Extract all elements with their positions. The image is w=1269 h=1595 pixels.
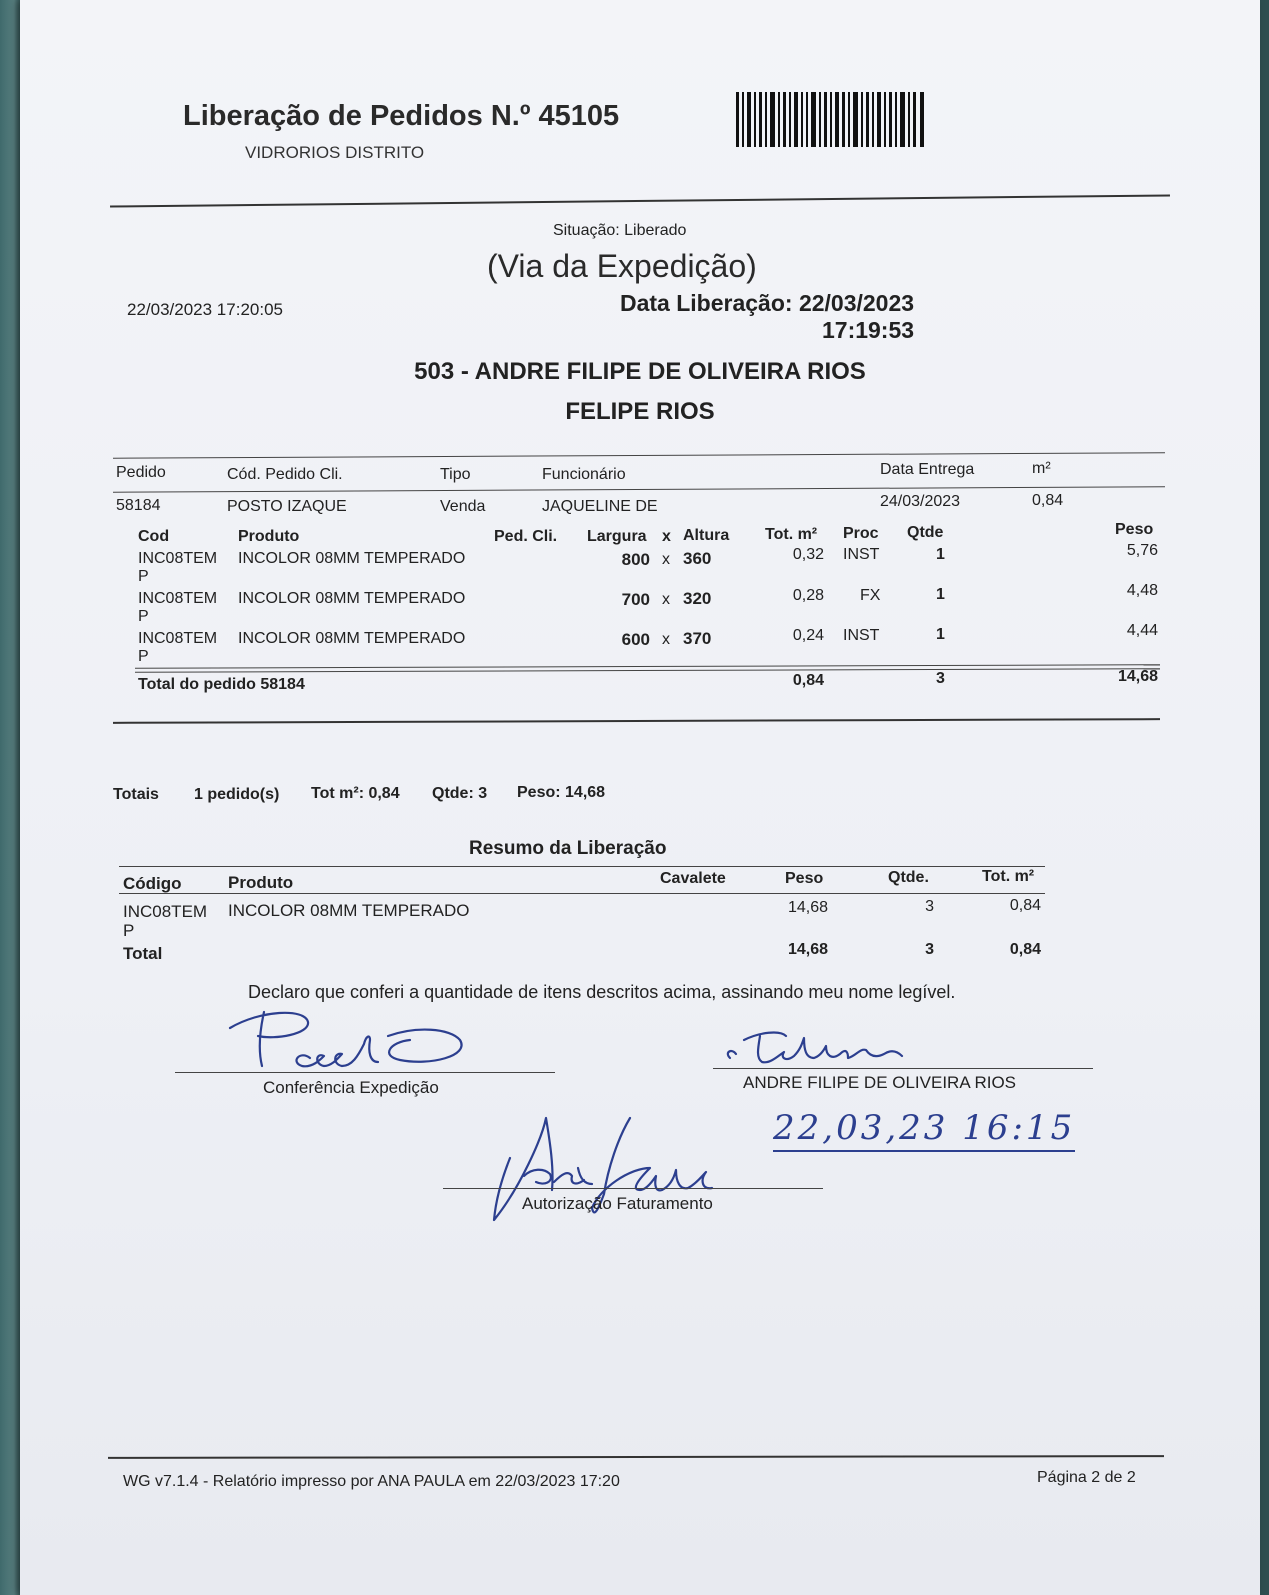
release-date-line1: Data Liberação: 22/03/2023 xyxy=(620,290,915,316)
resumo-peso: 14,68 xyxy=(787,899,828,916)
item-proc: INST xyxy=(843,546,880,563)
item-cod: INC08TEM P xyxy=(138,550,218,585)
col-resumo-produto: Produto xyxy=(228,873,294,892)
totais-m2: Tot m²: 0,84 xyxy=(311,785,400,802)
release-time: 17:19:53 xyxy=(821,317,915,343)
col-proc: Proc xyxy=(843,525,879,542)
item-peso: 5,76 xyxy=(1126,542,1158,559)
footer-rule xyxy=(108,1455,1164,1459)
item-qtde: 1 xyxy=(936,546,945,563)
col-m2: m² xyxy=(1032,460,1051,477)
col-resumo-tot-m2: Tot. m² xyxy=(982,868,1035,885)
item-tot-m2: 0,24 xyxy=(792,627,824,644)
order-data-entrega: 24/03/2023 xyxy=(880,493,961,510)
client-name: 503 - ANDRE FILIPE DE OLIVEIRA RIOS xyxy=(414,358,866,385)
resumo-codigo: INC08TEM P xyxy=(123,902,208,940)
item-produto: INCOLOR 08MM TEMPERADO xyxy=(238,550,466,567)
col-peso: Peso xyxy=(1115,521,1154,538)
conferencia-label: Conferência Expedição xyxy=(263,1078,439,1097)
order-total-label: Total do pedido 58184 xyxy=(138,676,305,693)
copy-type: (Via da Expedição) xyxy=(487,248,757,284)
item-produto: INCOLOR 08MM TEMPERADO xyxy=(238,590,466,607)
col-ped-cli: Ped. Cli. xyxy=(494,528,558,545)
items-end-rule xyxy=(113,718,1160,724)
signature-line-cliente xyxy=(713,1068,1093,1069)
col-cod-pedido-cli: Cód. Pedido Cli. xyxy=(227,466,343,483)
footer-report-info: WG v7.1.4 - Relatório impresso por ANA PAULA em 22/03/2023 17:20 xyxy=(123,1473,620,1490)
document-title: Liberação de Pedidos N.º 45105 xyxy=(183,100,620,132)
col-resumo-qtde: Qtde. xyxy=(888,869,929,886)
resumo-title: Resumo da Liberação xyxy=(469,838,667,859)
col-pedido: Pedido xyxy=(116,464,166,481)
item-x: x xyxy=(662,551,670,568)
resumo-tot-m2: 0,84 xyxy=(1009,897,1041,914)
order-total-peso: 14,68 xyxy=(1117,668,1158,685)
signature-line-autorizacao xyxy=(443,1188,823,1189)
footer-page-number: Página 2 de 2 xyxy=(1037,1469,1136,1486)
item-largura: 800 xyxy=(621,550,650,569)
order-total-qtde: 3 xyxy=(936,670,945,687)
resumo-total-label: Total xyxy=(123,944,163,963)
resumo-total-peso: 14,68 xyxy=(787,941,828,958)
resumo-total-tot-m2: 0,84 xyxy=(1009,941,1041,958)
item-x: x xyxy=(662,631,670,648)
order-m2: 0,84 xyxy=(1032,492,1064,509)
col-produto: Produto xyxy=(238,528,300,545)
col-resumo-peso: Peso xyxy=(785,870,824,887)
header-divider xyxy=(110,194,1170,207)
item-altura: 370 xyxy=(683,629,712,648)
col-x: x xyxy=(662,528,671,545)
autorizacao-label: Autorização Faturamento xyxy=(522,1194,713,1213)
client-block xyxy=(20,352,1260,432)
col-cavalete: Cavalete xyxy=(660,870,726,887)
col-data-entrega: Data Entrega xyxy=(880,461,975,478)
totais-label: Totais xyxy=(113,786,159,803)
col-cod: Cod xyxy=(138,528,170,545)
item-peso: 4,44 xyxy=(1126,622,1158,639)
signature-conferencia-icon xyxy=(220,1000,540,1080)
col-tipo: Tipo xyxy=(440,466,471,483)
item-produto: INCOLOR 08MM TEMPERADO xyxy=(238,630,466,647)
item-altura: 360 xyxy=(683,549,712,568)
declaration-text: Declaro que conferi a quantidade de itens descritos acima, assinando meu nome legível. xyxy=(248,982,956,1002)
col-tot-m2: Tot. m² xyxy=(765,526,818,543)
totais-pedidos: 1 pedido(s) xyxy=(194,786,280,803)
release-date xyxy=(620,290,914,344)
item-tot-m2: 0,32 xyxy=(792,546,824,563)
order-funcionario: JAQUELINE DE xyxy=(542,498,658,515)
cliente-label: ANDRE FILIPE DE OLIVEIRA RIOS xyxy=(743,1073,1017,1092)
resumo-total-qtde: 3 xyxy=(925,941,934,958)
item-tot-m2: 0,28 xyxy=(792,587,824,604)
col-qtde: Qtde xyxy=(907,524,944,541)
status-text: Situação: Liberado xyxy=(553,222,687,239)
document-page xyxy=(20,0,1260,1595)
item-cod: INC08TEM P xyxy=(138,630,218,665)
item-x: x xyxy=(662,591,670,608)
order-total-m2: 0,84 xyxy=(792,672,824,689)
item-proc: INST xyxy=(843,627,880,644)
order-cod-pedido-cli: POSTO IZAQUE xyxy=(227,498,347,515)
resumo-header-rule xyxy=(119,893,1045,894)
barcode-icon xyxy=(736,92,926,147)
handwritten-date: 22,03,23 16:15 xyxy=(773,1108,1075,1152)
totais-qtde: Qtde: 3 xyxy=(432,785,488,802)
resumo-qtde: 3 xyxy=(925,898,934,915)
item-proc: FX xyxy=(860,587,881,604)
item-peso: 4,48 xyxy=(1126,582,1158,599)
resumo-top-rule xyxy=(119,866,1045,867)
signature-cliente-icon xyxy=(720,1022,920,1072)
order-pedido: 58184 xyxy=(116,497,161,514)
order-table-top-rule xyxy=(113,452,1165,459)
company-name: VIDRORIOS DISTRITO xyxy=(245,143,425,162)
col-largura: Largura xyxy=(587,528,647,545)
item-largura: 600 xyxy=(621,630,650,649)
order-table-header-rule xyxy=(113,486,1165,493)
item-qtde: 1 xyxy=(936,586,945,603)
order-tipo: Venda xyxy=(440,498,486,515)
col-altura: Altura xyxy=(683,527,730,544)
resumo-produto: INCOLOR 08MM TEMPERADO xyxy=(228,901,470,920)
printed-timestamp: 22/03/2023 17:20:05 xyxy=(127,300,283,319)
col-codigo: Código xyxy=(123,874,182,893)
item-altura: 320 xyxy=(683,589,712,608)
item-largura: 700 xyxy=(621,590,650,609)
item-qtde: 1 xyxy=(936,626,945,643)
item-cod: INC08TEM P xyxy=(138,590,218,625)
col-funcionario: Funcionário xyxy=(542,466,626,483)
client-alias: FELIPE RIOS xyxy=(565,398,715,425)
items-total-rule-2 xyxy=(135,668,1160,673)
signature-line-conferencia xyxy=(175,1072,555,1073)
totais-peso: Peso: 14,68 xyxy=(517,784,606,801)
